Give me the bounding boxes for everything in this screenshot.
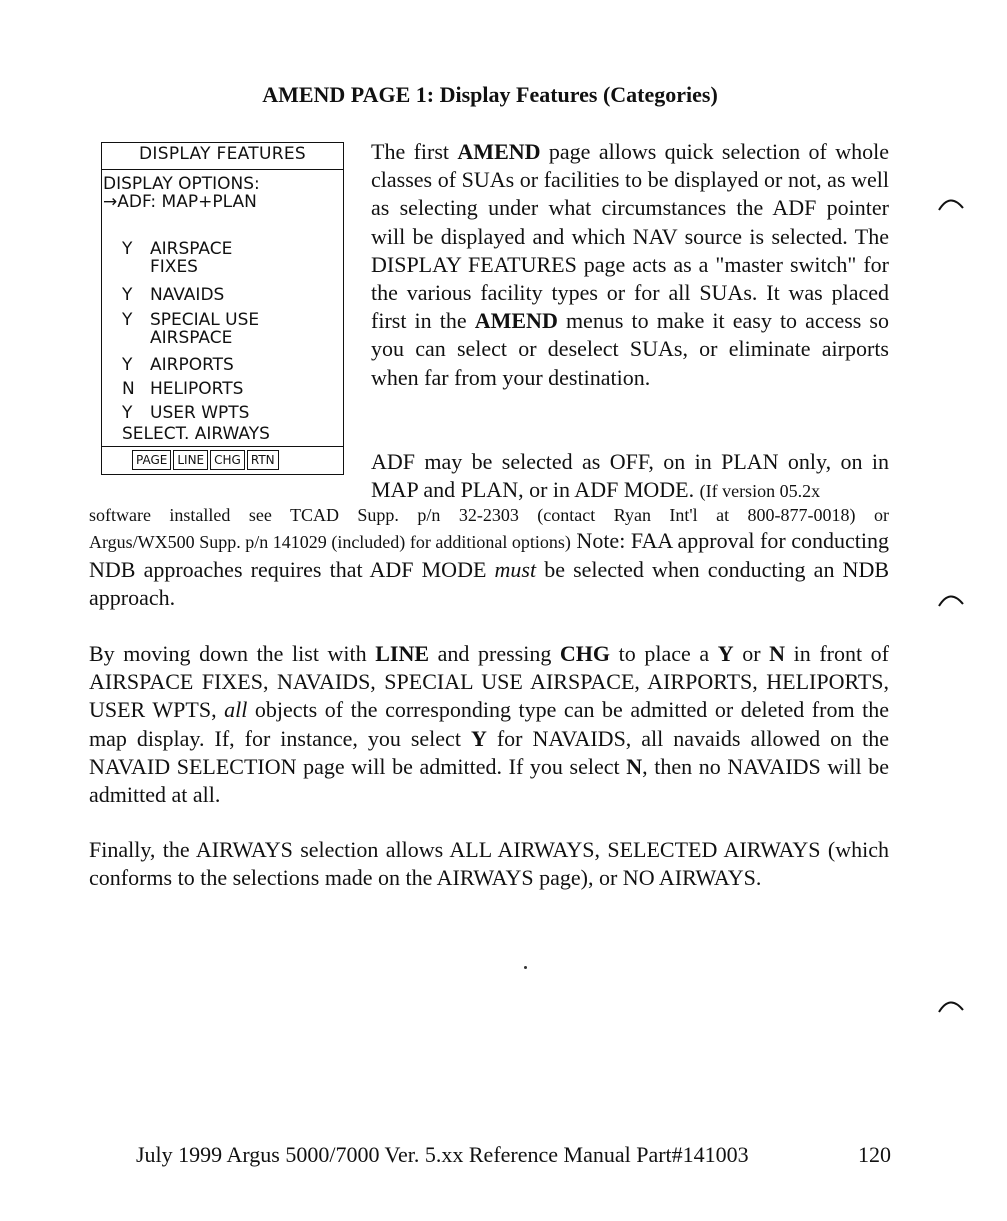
- text: to place a: [610, 641, 718, 666]
- rtn-softkey[interactable]: RTN: [247, 450, 279, 470]
- text: objects of the corresponding type can be admitted or deleted from the map display. If, for instance, you select: [89, 697, 889, 751]
- bold-text: Y: [717, 641, 734, 666]
- softkey-divider: [102, 446, 343, 447]
- option-airports: [122, 356, 234, 374]
- text: Finally, the AIRWAYS selection allows ALL AIRWAYS, SELECTED AIRWAYS (which conforms to the selections made on the AIRWAYS page), or NO AIRWAYS.: [89, 837, 889, 891]
- display-features-screen: [101, 142, 344, 475]
- line-softkey[interactable]: LINE: [173, 450, 208, 470]
- adf-paragraph: [371, 448, 889, 505]
- text: The first: [371, 139, 458, 164]
- option-special-use-airspace: [122, 311, 259, 347]
- option-label: SPECIAL USE: [150, 310, 260, 330]
- note-text: Argus/WX500 Supp. p/n 141029 (included) for additional options): [89, 532, 571, 552]
- page-softkey[interactable]: PAGE: [132, 450, 171, 470]
- option-label-cont: AIRSPACE: [150, 328, 233, 348]
- option-flag: Y: [122, 239, 133, 259]
- page-title: AMEND PAGE 1: Display Features (Categories): [262, 82, 718, 107]
- option-label: USER WPTS: [150, 403, 250, 423]
- text: for NAVAIDS, all navaids allowed on the NAVAID SELECTION page will be admitted. If you select: [89, 725, 889, 779]
- chg-softkey[interactable]: CHG: [210, 450, 245, 470]
- option-user-wpts: [122, 404, 249, 422]
- text: Note: FAA approval for conducting NDB approaches requires that ADF MODE: [89, 528, 889, 583]
- stray-dot: [524, 966, 527, 969]
- italic-text: must: [494, 557, 537, 583]
- softkey-bar: [132, 450, 279, 470]
- bold-text: AMEND: [457, 139, 541, 164]
- display-options-header: [103, 175, 260, 211]
- option-label-cont: FIXES: [150, 257, 198, 277]
- option-label: AIRPORTS: [150, 355, 234, 375]
- select-airways-line: SELECT. AIRWAYS: [122, 424, 270, 444]
- option-airspace-fixes: [122, 240, 232, 276]
- option-label: HELIPORTS: [150, 379, 244, 399]
- intro-paragraph: [371, 138, 889, 392]
- text: , then no NAVAIDS will be admitted at all.: [89, 753, 889, 808]
- faa-note: [89, 527, 889, 613]
- page-footer: [136, 1142, 891, 1168]
- binding-hole-mark: [936, 190, 966, 214]
- option-flag: Y: [122, 355, 133, 375]
- option-flag: Y: [122, 310, 133, 330]
- option-label: AIRSPACE: [150, 239, 233, 259]
- binding-hole-mark: [936, 586, 966, 610]
- option-navaids: [122, 286, 224, 304]
- text: in front of AIRSPACE FIXES, NAVAIDS, SPECIAL USE AIRSPACE, AIRPORTS, HELIPORTS, USER WPTS,: [89, 641, 889, 723]
- note-line-2: software installed see TCAD Supp. p/n 32-2303 (contact Ryan Int'l at 800-877-0018) or: [89, 505, 889, 525]
- binding-hole-mark: [936, 992, 966, 1016]
- bold-text: CHG: [559, 641, 611, 666]
- option-heliports: [122, 380, 243, 398]
- text: or: [733, 641, 770, 666]
- option-flag: N: [122, 379, 135, 399]
- bold-text: AMEND: [474, 308, 558, 334]
- footer-text: July 1999 Argus 5000/7000 Ver. 5.xx Reference Manual Part#141003: [136, 1142, 749, 1167]
- display-options-label: DISPLAY OPTIONS:: [103, 174, 260, 194]
- page-number: 120: [858, 1142, 891, 1167]
- bold-text: N: [626, 753, 643, 779]
- option-label: NAVAIDS: [150, 285, 225, 305]
- option-flag: Y: [122, 403, 133, 423]
- note-text: (If version 05.2x: [699, 481, 821, 502]
- airways-paragraph: [89, 836, 889, 892]
- line-chg-paragraph: [89, 640, 889, 809]
- option-flag: Y: [122, 285, 133, 305]
- bold-text: N: [769, 641, 786, 666]
- text: be selected when conducting an NDB approach.: [89, 557, 890, 611]
- text: and pressing: [429, 641, 560, 666]
- screen-title: DISPLAY FEATURES: [102, 143, 343, 170]
- text: page allows quick selection of whole classes of SUAs or facilities to be displayed or not, as well as selecting under what circumstances the ADF pointer will be displayed and which NAV source is selected. The DISPLAY FEATURES page acts as a "master switch" for the various facility types or for all SUAs. It was placed first in the: [371, 139, 889, 334]
- text: By moving down the list with: [89, 641, 376, 666]
- text: menus to make it easy to access so you can select or deselect SUAs, or eliminate airports when far from your destination.: [371, 308, 889, 390]
- adf-option-line: →ADF: MAP+PLAN: [103, 192, 257, 212]
- italic-text: all: [224, 697, 248, 723]
- text: ADF may be selected as OFF, on in PLAN only, on in MAP and PLAN, or in ADF MODE.: [371, 449, 889, 503]
- bold-text: Y: [470, 725, 487, 751]
- bold-text: LINE: [375, 641, 430, 666]
